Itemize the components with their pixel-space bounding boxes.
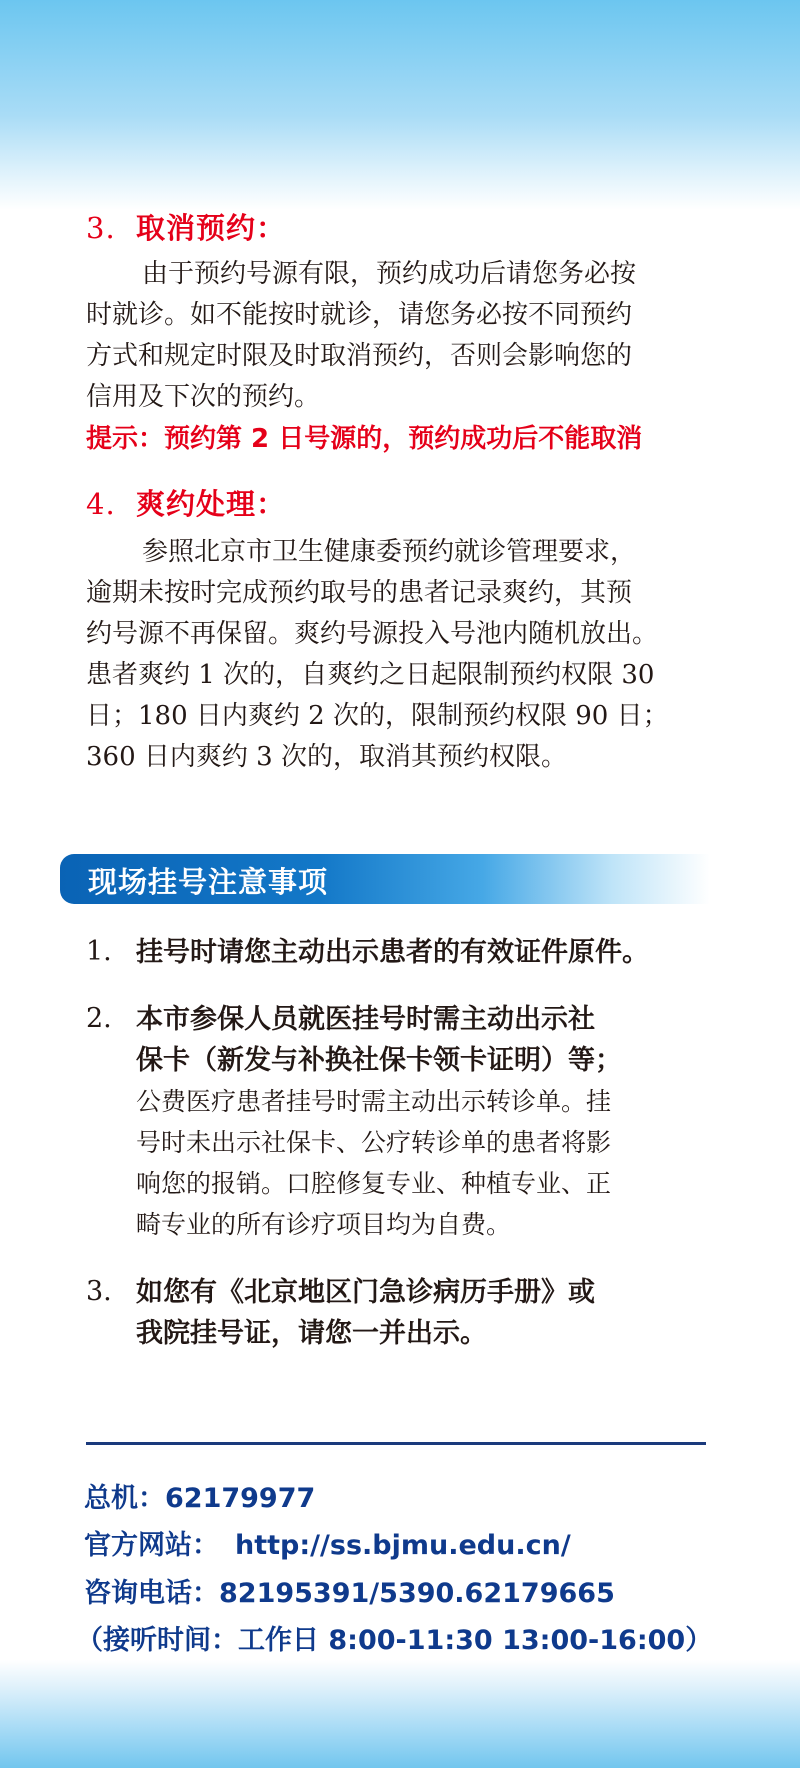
section-3-heading: [86, 206, 286, 247]
item-bold-line: 如您有《北京地区门急诊病历手册》或: [136, 1277, 595, 1308]
website-label: 官方网站：: [84, 1530, 219, 1561]
paragraph-line: 参照北京市卫生健康委预约就诊管理要求，: [142, 537, 637, 567]
item-regular-line: 畸专业的所有诊疗项目均为自费。: [136, 1210, 512, 1239]
onsite-registration-banner: [60, 854, 710, 904]
banner-title: 现场挂号注意事项: [88, 865, 329, 899]
item-regular-line: 响您的报销。口腔修复专业、种植专业、正: [136, 1169, 612, 1198]
item-number: 1.: [86, 936, 112, 967]
paragraph-line: 日；180 日内爽约 2 次的，限制预约权限 90 日；: [86, 701, 669, 731]
paragraph-line: 逾期未按时完成预约取号的患者记录爽约，其预: [86, 578, 633, 608]
section-3-title: 取消预约：: [136, 211, 287, 245]
paragraph-line: 方式和规定时限及时取消预约，否则会影响您的: [86, 341, 633, 371]
hotline-number: 82195391/5390.62179665: [219, 1578, 615, 1609]
item-bold-line: 本市参保人员就医挂号时需主动出示社: [136, 1004, 595, 1035]
paragraph-line: 约号源不再保留。爽约号源投入号池内随机放出。: [86, 619, 659, 649]
item-number: 2.: [86, 1003, 112, 1034]
website-line: [84, 1523, 571, 1562]
section-4-paragraph: [86, 532, 718, 778]
section-3-number: 3.: [86, 211, 116, 245]
item-number: 3.: [86, 1276, 112, 1307]
section-4-title: 爽约处理：: [136, 487, 287, 521]
paragraph-line: 时就诊。如不能按时就诊，请您务必按不同预约: [86, 300, 633, 330]
paragraph-line: 由于预约号源有限，预约成功后请您务必按: [142, 259, 637, 289]
switchboard-number: 62179977: [165, 1483, 316, 1514]
item-regular-line: 公费医疗患者挂号时需主动出示转诊单。挂: [136, 1087, 612, 1116]
hotline-label: 咨询电话：: [84, 1578, 219, 1609]
section-3-paragraph: [86, 254, 718, 418]
item-bold-line: 我院挂号证，请您一并出示。: [136, 1318, 487, 1349]
item-regular-line: 号时未出示社保卡、公疗转诊单的患者将影: [136, 1128, 612, 1157]
contact-divider: [86, 1442, 706, 1445]
switchboard-line: [84, 1476, 315, 1515]
hotline-line: [84, 1571, 615, 1610]
section-4-heading: [86, 482, 286, 523]
website-link[interactable]: http://ss.bjmu.edu.cn/: [235, 1530, 571, 1561]
top-gradient-band: [0, 0, 800, 210]
service-hours: （接听时间：工作日 8:00-11:30 13:00-16:00）: [76, 1625, 713, 1656]
cancel-tip: 提示：预约第 2 日号源的，预约成功后不能取消: [86, 424, 643, 454]
bottom-gradient-band: [0, 1660, 800, 1768]
paragraph-line: 患者爽约 1 次的，自爽约之日起限制预约权限 30: [86, 660, 655, 690]
section-4-number: 4.: [86, 487, 116, 521]
paragraph-line: 360 日内爽约 3 次的，取消其预约权限。: [86, 742, 567, 772]
paragraph-line: 信用及下次的预约。: [86, 382, 321, 412]
item-bold-line: 挂号时请您主动出示患者的有效证件原件。: [136, 937, 649, 968]
item-bold-line: 保卡（新发与补换社保卡领卡证明）等；: [136, 1045, 622, 1076]
switchboard-label: 总机：: [84, 1483, 165, 1514]
